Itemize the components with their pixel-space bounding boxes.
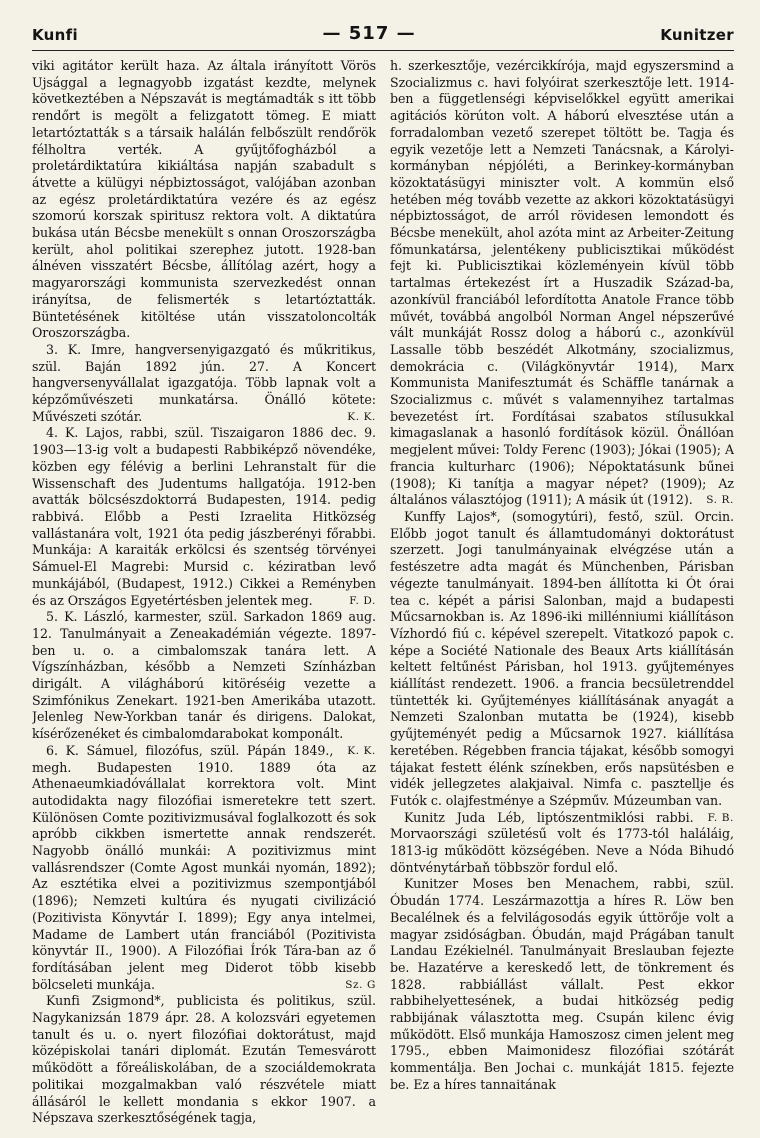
entry-paragraph: h. szerkesztője, vezércikkírója, majd egyszersmind a Szocializmus c. havi folyóirat szerkesztője lett. 1914-ben a függetlenségi képviselőkkel együtt amerikai agitációs körúton volt. A háború elvesztése után a forradalomban vezető szerepet töltött be. Tagja és egyik vezetője lett a Nemzeti Tanácsnak, a Károlyi-kormányban népjóléti, a Berinkey-kormányban közoktatásügyi miniszter volt. A kommün első hetében még tovább vezette az akkori közoktatásügyi népbiztosságot, de arról rövidesen lemondott és Bécsbe menekült, ahol azóta mint az Arbeiter-Zeitung főmunkatársa, jelentékeny publicisztikai működést fejt ki. Publicisztikai közleményein kívül több tartalmas értekezést írt a Huszadik Század-ba, azonkívül franciából lefordította Anatole France több művét, továbbá angolból Norman Angel népszerűvé vált munkáját Rossz dolog a háború c., azonkívül Lassalle több beszédét Alkotmány, szocializmus, demokrácia c. (Világkönyvtár 1914), Marx Kommunista Manifesztumát és Schäffle tanárnak a Szocializmus c. művét s valamennyihez tartalmas bevezetést írt. Fordításai szabatos stílusukkal kimagaslanak a hasonló fordítások közül. Önállóan megjelent művei: Toldy Ferenc (1903); Jókai (1905); A francia kulturharc (1906); Népoktatásunk bűnei (1908); Ki tanítja a magyar népet? (1909); Az általános választójog (1911); A másik út (1912). S. R. — [390, 58, 734, 508]
entry-paragraph: 6. K. Sámuel, filozófus, szül. Pápán 1849., megh. Budapesten 1910. 1889 óta az Athenaeumkiadóvállalat korrektora volt. Mint autodidakta nagy filozófiai ismeretekre tett szert. Különösen Comte pozitivizmusával foglalkozott és sok apróbb cikkben ismertette annak rendszerét. Nagyobb önálló munkái: A pozitivizmus mint vallásrendszer (Comte Agost munkái nyomán, 1892); Az esztétika elvei a pozitivizmus szempontjából (1896); Nemzeti kultúra és nyugati civilizáció (Pozitivista Könyvtár I. 1899); Egy anya intelmei, Madame de Lambert után franciából (Pozitivista könyvtár II., 1900). A Filozófiai Írók Tára-ban az ő fordításában jelent meg Diderot több kisebb bölcseleti munkája. Sz. G — [32, 742, 376, 992]
header-right-guideword: Kunitzer — [660, 26, 734, 44]
entry-paragraph: viki agitátor került haza. Az általa irányított Vörös Ujsággal a legnagyobb izgatást kezdte, melynek következtében a Népszavát is megtámadták s itt több rendőrt is megölt a felizgatott tömeg. E miatt letartóztatták s a társaik halálán felbőszült rendőrök félholtra verték. A gyűjtőfogházból a proletárdiktatúra kikiáltása napján szabadult s átvette a külügyi népbiztosságot, valójában azonban az egész proletárdiktatúra vezére és az egész szomorú korszak spiritusz rektora volt. A diktatúra bukása után Bécsbe menekült s onnan Oroszországba került, ahol politikai szerephez jutott. 1928-ban álnéven visszatért Bécsbe, állítólag azért, hogy a magyarországi kommunista szervezkedést onnan irányítsa, de felismerték s letartóztatták. Büntetésének kitöltése után visszatoloncolták Oroszországba. — [32, 58, 376, 341]
entry-paragraph: 3. K. Imre, hangversenyigazgató és műkritikus, szül. Baján 1892 jún. 27. A Koncert hangversenyvállalat igazgatója. Több lapnak volt a képzőművészeti munkatársa. Önálló kötete: Művészeti szótár. K. K. — [32, 341, 376, 424]
entry-paragraph: 5. K. László, karmester, szül. Sarkadon 1869 aug. 12. Tanulmányait a Zeneakadémián végezte. 1897-ben u. o. a cimbalomszak tanára lett. A Vígszínházban, később a Nemzeti Színházban dirigált. A világháború kitöréséig vezette a Szimfónikus Zenekart. 1921-ben Amerikába utazott. Jelenleg New-Yorkban tanár és dirigens. Dalokat, kísérőzenéket és cimbalomdarabokat komponált. K. K. — [32, 609, 376, 743]
author-signature: K. K. — [347, 410, 376, 423]
author-signature: F. D. — [349, 594, 376, 607]
right-column — [390, 58, 734, 1134]
entry-paragraph: Kunitzer Moses ben Menachem, rabbi, szül. Óbudán 1774. Leszármazottja a híres R. Löw ben Becalélnek és a felvilágosodás egyik úttörője volt a magyar zsidóságban. Óbudán, majd Prágában tanult Landau Ezékielnél. Tanulmányait Breslauban fejezte be. Hazatérve a kereskedő lett, de tönkrement és 1828. rabbiállást vállalt. Pest ekkor rabbihelyettesének, a budai hitközség pedig rabbijának választotta meg. Csupán kilenc évig működött. Első munkája Hamoszosz cimen jelent meg 1795., ebben Maimonidesz filozófiai szótárát kommentálja. Ben Jochai c. munkáját 1815. fejezte be. Ez a híres tannaitának — [390, 876, 734, 1092]
author-signature: S. R. — [706, 494, 734, 507]
page-number: — 517 — — [322, 23, 416, 44]
author-signature: Sz. G — [345, 978, 376, 991]
page-header — [32, 22, 734, 44]
author-signature: F. B. — [707, 811, 734, 824]
left-column — [32, 58, 376, 1134]
author-signature: K. K. — [347, 744, 376, 757]
entry-paragraph: Kunitz Juda Léb, liptószentmiklósi rabbi. Morvaországi születésű volt és 1773-tól haláláig, 1813-ig működött községében. Neve a Nóda Bihudó döntvénytárbaň többször fordul elő. — [390, 809, 734, 875]
entry-paragraph: Kunffy Lajos*, (somogytúri), festő, szül. Orcin. Előbb jogot tanult és államtudományi doktorátust szerzett. Jogi tanulmányainak elvégzése után a festészetre adta magát és Münchenben, Párisban végezte tanulmányait. 1894-ben állította ki Ót órai tea c. képét a párisi Salonban, majd a budapesti Műcsarnokban is. Az 1896-iki millénniumi kiállításon Vízhordó fiú c. képével szerepelt. Vitatkozó papok c. képe a Société Nationale des Beaux Arts kiállításán keltett feltűnést Párisban, hol 1913. gyűjteményes kiállítást rendezett. 1906. a francia becsületrenddel tüntették ki. Gyűjteményes kiállításának anyagát a Nemzeti Szalonban mutatta be (1924), kisebb gyűjteményét pedig a Műcsarnok 1927. kiállítása keretében. Régebben francia tájakat, később somogyi tájakat festett élénk színekben, erős napsütésben e vidék jellegzetes alakjaival. Nimfa c. pasztellje és Futók c. olajfestménye a Szépműv. Múzeumban van. F. B. — [390, 509, 734, 810]
header-left-guideword: Kunfi — [32, 26, 78, 44]
header-rule — [32, 50, 734, 51]
text-columns — [32, 58, 734, 1134]
entry-paragraph: 4. K. Lajos, rabbi, szül. Tiszaigaron 1886 dec. 9. 1903—13-ig volt a budapesti Rabbiképző növendéke, közben egy félévig a berlini Lehranstalt für die Wissenschaft des Judentums hallgatója. 1912-ben avatták bölcsészdoktorrá Budapesten, 1914. pedig rabbivá. Előbb a Pesti Izraelita Hitközség vallástanára volt, 1921 óta pedig jászberényi főrabbi. Munkája: A karaiták erkölcsi és szentség törvényei Sámuel-El Magrebi: Mursid c. kéziratban levő munkájából, (Budapest, 1912.) Cikkei a Reményben és az Országos Egyetértésben jelentek meg. F. D. — [32, 425, 376, 608]
entry-paragraph: Kunfi Zsigmond*, publicista és politikus, szül. Nagykanizsán 1879 ápr. 28. A kolozsvári egyetemen tanult és u. o. nyert filozófiai doktorátust, majd középiskolai tanári diplomát. Ezután Temesvárott működött a főreáliskolában, de a szociáldemokrata politikai mozgalmakban való részvétele miatt állásáról le kellett mondania s ekkor 1907. a Népszava szerkesztőségének tagja, — [32, 993, 376, 1126]
